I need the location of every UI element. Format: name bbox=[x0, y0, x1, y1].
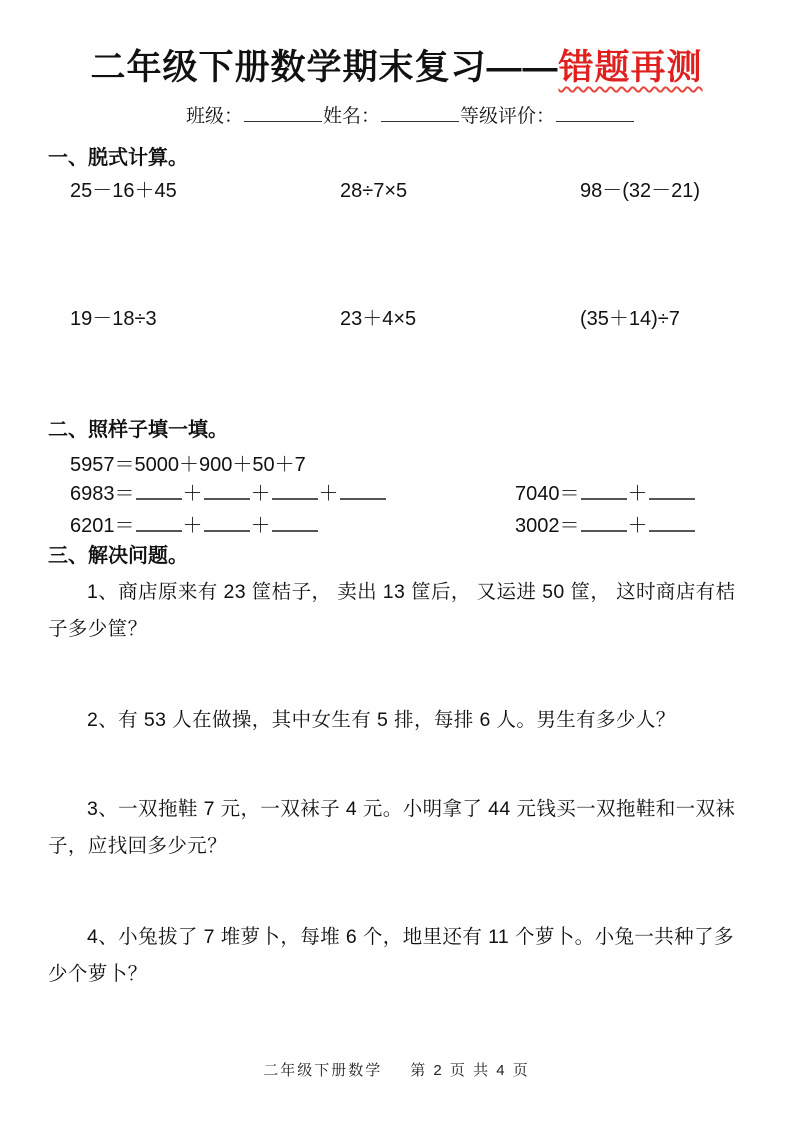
blank-line bbox=[272, 482, 318, 500]
word-problem-1: 1、商店原来有 23 筐桔子， 卖出 13 筐后， 又运进 50 筐， 这时商店有桔子多少筐？ bbox=[48, 581, 736, 640]
section1-heading: 一、脱式计算。 bbox=[48, 147, 188, 169]
fill-item-7040 bbox=[515, 478, 745, 510]
page-title-black: 二年级下册数学期末复习—— bbox=[90, 48, 559, 87]
section1-expressions-row1 bbox=[48, 178, 745, 204]
grade-label: 等级评价： bbox=[460, 106, 556, 127]
section2-fill-row-2 bbox=[48, 510, 745, 542]
fill-prefix: 6201＝ bbox=[70, 515, 135, 537]
blank-line bbox=[136, 514, 182, 532]
name-label: 姓名： bbox=[322, 106, 380, 127]
plus-sign: ＋ bbox=[250, 515, 271, 537]
section2-heading: 二、照样子填一填。 bbox=[48, 419, 228, 441]
blank-line bbox=[581, 482, 627, 500]
page-title-red: 错题再测 bbox=[558, 48, 703, 87]
name-blank-line bbox=[381, 105, 459, 122]
class-blank-line bbox=[244, 105, 322, 122]
page-title bbox=[48, 46, 745, 90]
expression: 28÷7×5 bbox=[340, 180, 408, 202]
plus-sign: ＋ bbox=[627, 483, 648, 505]
plus-sign: ＋ bbox=[182, 483, 203, 505]
section3-heading: 三、解决问题。 bbox=[48, 545, 188, 567]
word-problem-4: 4、小兔拔了 7 堆萝卜，每堆 6 个，地里还有 11 个萝卜。小兔一共种了多少个萝卜？ bbox=[48, 926, 734, 985]
fill-item-3002 bbox=[515, 510, 745, 542]
fill-item-6983 bbox=[70, 478, 515, 510]
expression: (35＋14)÷7 bbox=[580, 308, 680, 330]
section1-expressions-row2 bbox=[48, 306, 745, 332]
expression: 98－(32－21) bbox=[580, 180, 701, 202]
plus-sign: ＋ bbox=[318, 483, 339, 505]
fill-prefix: 7040＝ bbox=[515, 483, 580, 505]
expression: 19－18÷3 bbox=[70, 308, 157, 330]
section2-example: 5957＝5000＋900＋50＋7 bbox=[70, 454, 306, 476]
word-problem-2: 2、有 53 人在做操，其中女生有 5 排，每排 6 人。男生有多少人？ bbox=[87, 709, 676, 731]
blank-line bbox=[272, 514, 318, 532]
blank-line bbox=[204, 482, 250, 500]
blank-line bbox=[649, 514, 695, 532]
class-label: 班级： bbox=[185, 106, 243, 127]
plus-sign: ＋ bbox=[627, 515, 648, 537]
expression: 25－16＋45 bbox=[70, 180, 177, 202]
fill-prefix: 6983＝ bbox=[70, 483, 135, 505]
plus-sign: ＋ bbox=[250, 483, 271, 505]
blank-line bbox=[340, 482, 386, 500]
grade-blank-line bbox=[556, 105, 634, 122]
fill-item-6201 bbox=[70, 510, 515, 542]
word-problem-3: 3、一双拖鞋 7 元，一双袜子 4 元。小明拿了 44 元钱买一双拖鞋和一双袜子，应找回多少元？ bbox=[48, 798, 736, 857]
blank-line bbox=[204, 514, 250, 532]
footer-page-number: 第 2 页 共 4 页 bbox=[410, 1062, 530, 1079]
blank-line bbox=[581, 514, 627, 532]
blank-line bbox=[649, 482, 695, 500]
student-info-line bbox=[48, 104, 745, 130]
blank-line bbox=[136, 482, 182, 500]
plus-sign: ＋ bbox=[182, 515, 203, 537]
expression: 23＋4×5 bbox=[340, 308, 417, 330]
page-footer bbox=[0, 1059, 793, 1080]
section2-fill-row-1 bbox=[48, 478, 745, 510]
fill-prefix: 3002＝ bbox=[515, 515, 580, 537]
footer-book-label: 二年级下册数学 bbox=[263, 1062, 383, 1079]
